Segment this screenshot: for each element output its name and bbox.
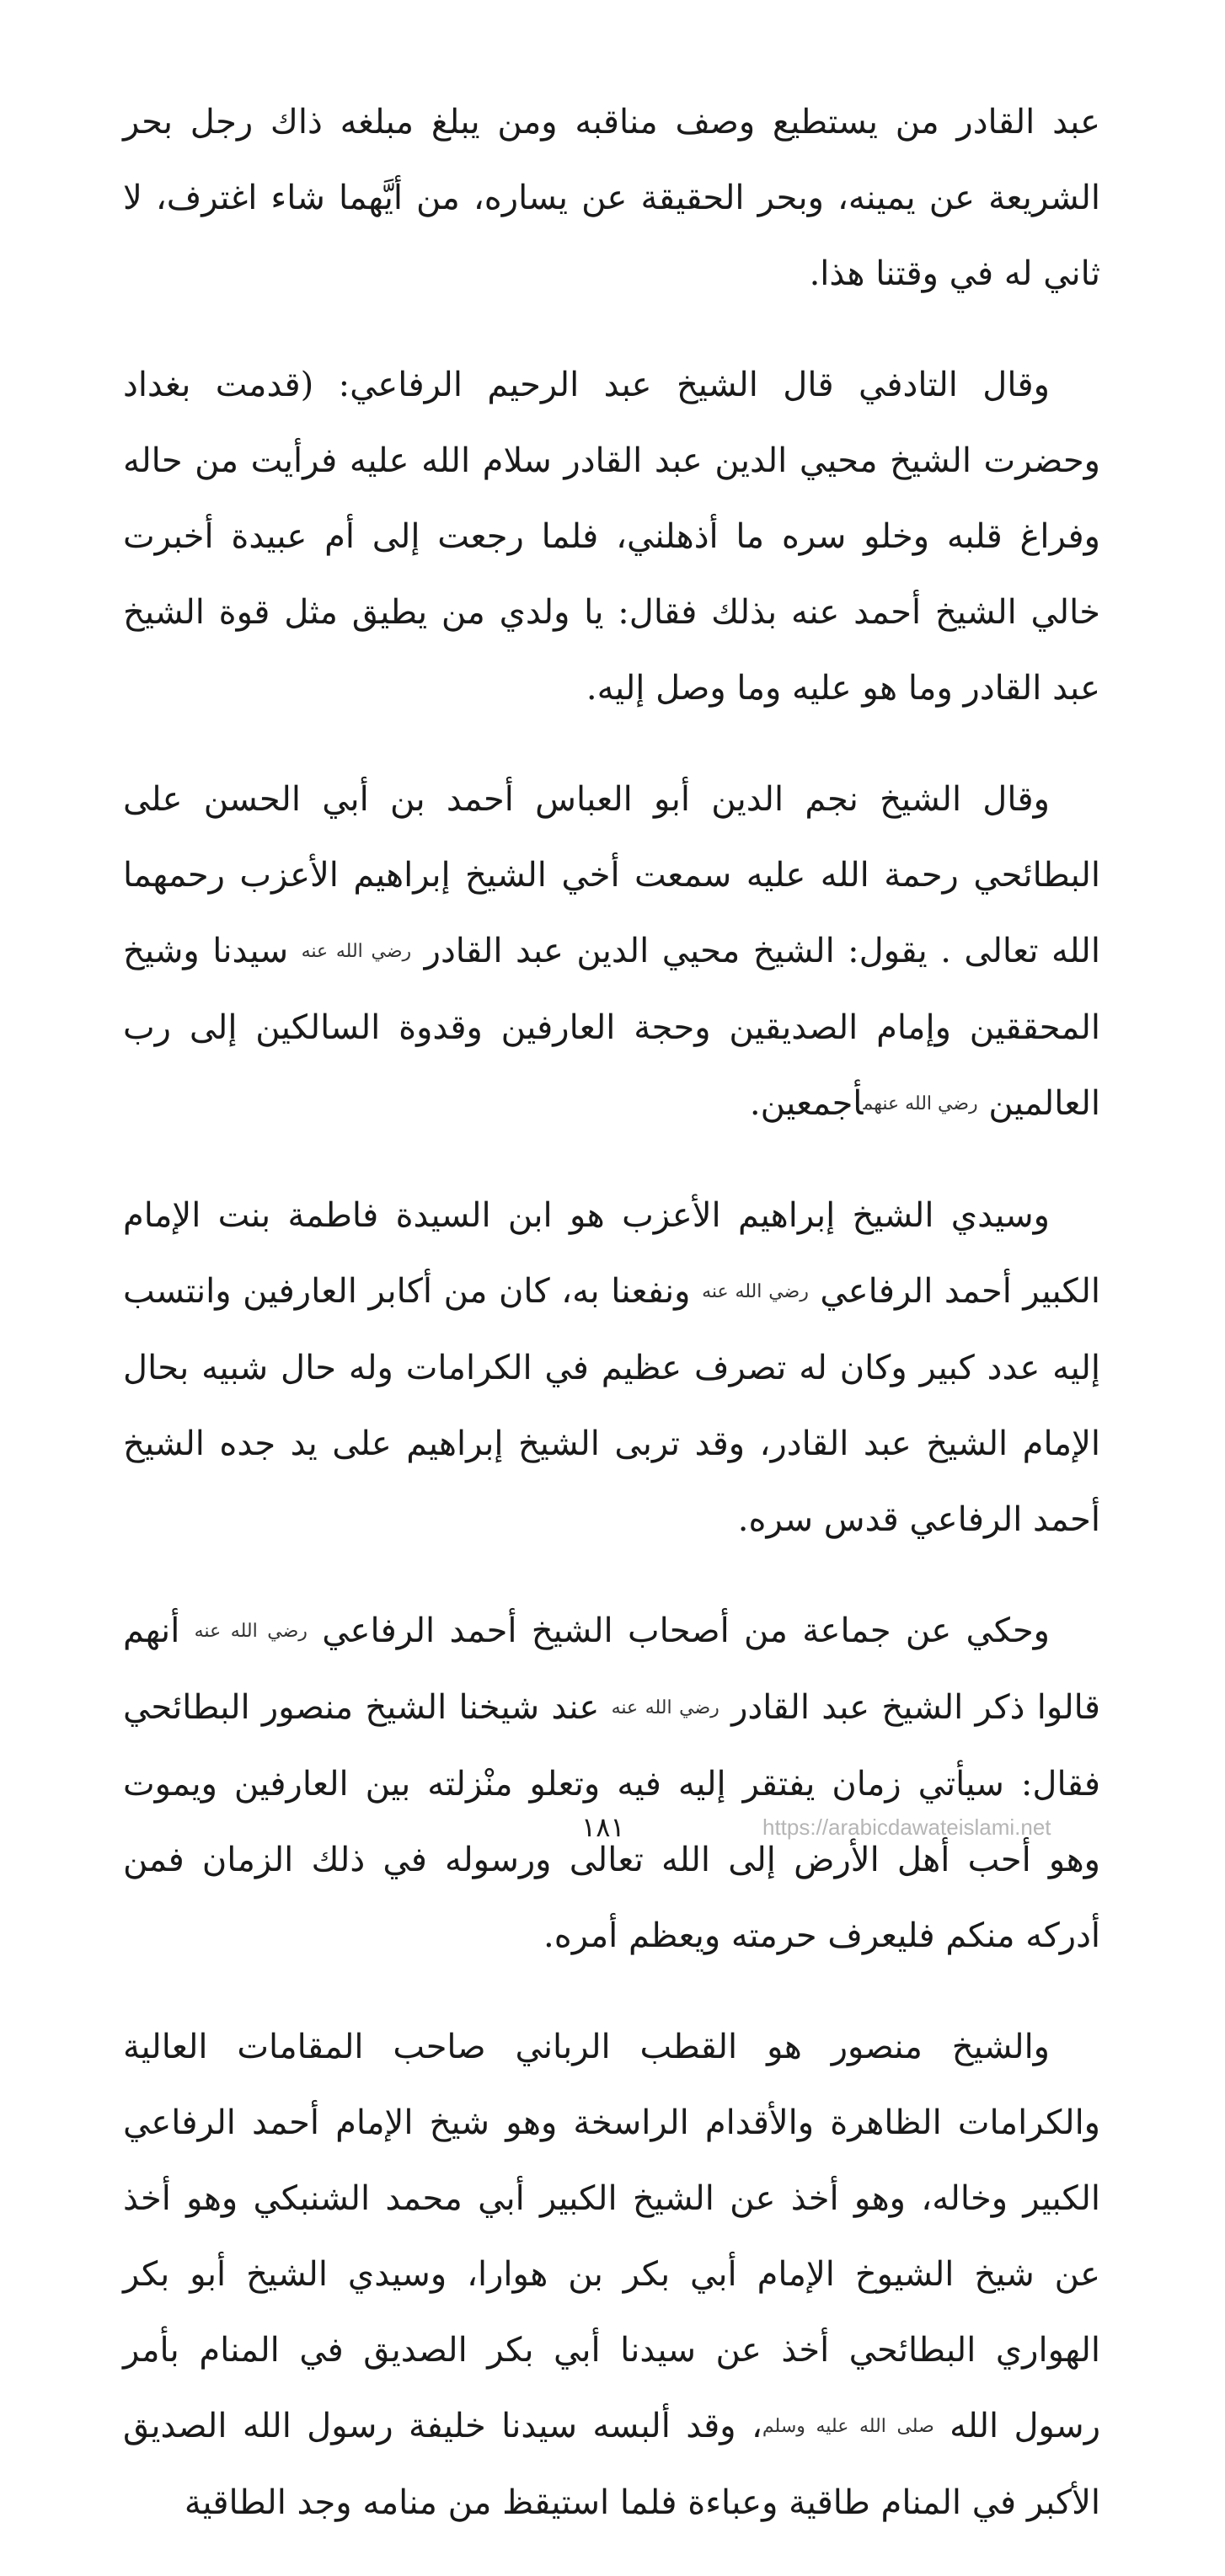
paragraph-4-text-a: وسيدي الشيخ إبراهيم الأعزب هو ابن السيدة فاطمة بنت الإمام الكبير أحمد الرفاعي [123,1196,1100,1311]
page-footer [0,1811,1225,1845]
honorific-glyph-icon: رضي الله عنه [301,941,412,962]
paragraph-2: وقال التادفي قال الشيخ عبد الرحيم الرفاعي: (قدمت بغداد وحضرت الشيخ محيي الدين عبد القادر سلام الله عليه فرأيت من حاله وفراغ قلبه وخلو سره ما أذهلني، فلما رجعت إلى أم عبيدة أخبرت خالي الشيخ أحمد عنه بذلك فقال: يا ولدي من يطيق مثل قوة الشيخ عبد القادر وما هو عليه وما وصل إليه. [123,366,1100,708]
page-number: ١٨١ [581,1811,625,1843]
source-watermark: https://arabicdawateislami.net [762,1814,1051,1840]
paragraph-5-text-b: أنهم قالوا ذكر الشيخ عبد القادر [123,1611,1100,1727]
paragraph-5-text-a: وحكي عن جماعة من أصحاب الشيخ أحمد الرفاعي [322,1611,1050,1650]
honorific-glyph-icon: رضي الله عنه [611,1697,719,1718]
paragraph-1: عبد القادر من يستطيع وصف مناقبه ومن يبلغ مبلغه ذاك رجل بحر الشريعة عن يمينه، وبحر الحقيقة عن يساره، من أيَّهما شاء اغترف، لا ثاني له في وقتنا هذا. [123,103,1100,293]
honorific-glyph-icon: صلى الله عليه وسلم [762,2416,934,2437]
honorific-glyph-icon: رضي الله عنه [702,1281,809,1302]
paragraph-3-text-a: وقال الشيخ نجم الدين أبو العباس أحمد بن أبي الحسن على البطائحي رحمة الله عليه سمعت أخي الشيخ إبراهيم الأعزب رحمهما الله تعالى . يقول: الشيخ محيي الدين عبد القادر [123,780,1100,970]
paragraph-4-text-b: ونفعنا به، كان من أكابر العارفين وانتسب إليه عدد كبير وكان له تصرف عظيم في الكرامات وله حال شبيه بحال الإمام الشيخ عبد القادر، وقد تربى الشيخ إبراهيم على يد جده الشيخ أحمد الرفاعي قدس سره. [123,1272,1100,1539]
paragraph-6-text-a: والشيخ منصور هو القطب الرباني صاحب المقامات العالية والكرامات الظاهرة والأقدام الراسخة وهو شيخ الإمام أحمد الرفاعي الكبير وخاله، وهو أخذ عن الشيخ الكبير أبي محمد الشنبكي وهو أخذ عن شيخ الشيوخ الإمام أبي بكر بن هوارا، وسيدي الشيخ أبو بكر الهواري البطائحي أخذ عن سيدنا أبي بكر الصديق في المنام بأمر رسول الله [123,2028,1101,2445]
paragraph-4 [123,1178,1100,1558]
paragraph-5-text-c: عند شيخنا الشيخ منصور البطائحي فقال: سيأتي زمان يفتقر إليه فيه وتعلو منْزلته بين العارفين ويموت وهو أحب أهل الأرض إلى الله تعالى ورسوله في ذلك الزمان فمن أدركه منكم فليعرف حرمته ويعظم أمره. [123,1688,1100,1955]
paragraph-5 [123,1593,1100,1974]
honorific-glyph-icon: رضي الله عنهم [863,1093,978,1114]
paragraph-6-text-b: ، وقد ألبسه سيدنا خليفة رسول الله الصديق الأكبر في المنام طاقية وعباءة فلما استيقظ من منامه وجد الطاقية [123,2407,1100,2522]
page-body [123,84,1100,2576]
paragraph-3-text-b: سيدنا وشيخ المحققين وإمام الصديقين وحجة العارفين وقدوة السالكين إلى رب العالمين [123,932,1100,1123]
paragraph-6 [123,2009,1100,2541]
honorific-glyph-icon: رضي الله عنه [194,1621,308,1642]
paragraph-3-text-c: أجمعين. [749,1084,864,1123]
paragraph-3 [123,762,1100,1142]
